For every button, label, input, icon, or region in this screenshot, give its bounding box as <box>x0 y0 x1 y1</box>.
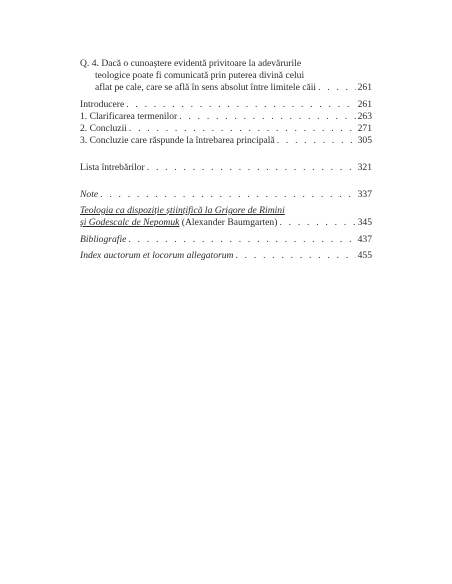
leader-dots <box>147 162 356 174</box>
toc-q4-line2: teologice poate fi comunicată prin puterea divină celui <box>95 70 305 81</box>
toc-entry-note[interactable] <box>80 189 372 201</box>
toc-page-number: 345 <box>357 217 372 228</box>
leader-dots <box>128 234 355 246</box>
toc-page-number: 437 <box>357 234 372 245</box>
toc-entry-label: Lista întrebărilor <box>80 162 145 173</box>
toc-entry-label-wrap <box>80 217 277 229</box>
leader-dots <box>126 99 355 111</box>
leader-dots <box>179 111 355 123</box>
leader-dots <box>279 217 355 229</box>
toc-entry-lista[interactable] <box>80 162 372 174</box>
toc-entry-label: 2. Concluzii <box>80 123 127 134</box>
toc-entry-q4[interactable] <box>95 82 372 94</box>
toc-teologia-author: (Alexander Baumgarten) <box>181 217 278 228</box>
toc-entry-label: 1. Clarificarea termenilor <box>80 111 178 122</box>
toc-entry-concluzie[interactable] <box>80 135 372 147</box>
leader-dots <box>318 82 356 94</box>
leader-dots <box>100 189 355 201</box>
toc-teologia-line1: Teologia ca dispoziție științifică la Grigore de Rimini <box>80 205 285 216</box>
toc-page-number: 305 <box>357 135 372 146</box>
toc-q4-line1: Q. 4. Dacă o cunoaștere evidentă privitoare la adevărurile <box>80 58 302 69</box>
toc-page-number: 321 <box>357 162 372 173</box>
leader-dots <box>129 123 356 135</box>
toc-page-number: 261 <box>357 99 372 110</box>
toc-page-number: 263 <box>357 111 372 122</box>
toc-entry-label: 3. Concluzie care răspunde la întrebarea principală <box>80 135 275 146</box>
toc-page-number: 261 <box>357 82 372 93</box>
toc-entry-index[interactable] <box>80 250 372 262</box>
toc-entry-label: Bibliografie <box>80 234 127 245</box>
leader-dots <box>277 135 356 147</box>
toc-page-number: 455 <box>357 250 372 261</box>
toc-entry-label: Index auctorum et locorum allegatorum <box>80 250 234 261</box>
toc-entry-teologia[interactable] <box>80 217 372 229</box>
toc-entry-label: aflat pe cale, care se află în sens absolut între limitele căii <box>95 82 317 93</box>
toc-entry-bibliografie[interactable] <box>80 234 372 246</box>
toc-entry-introducere[interactable] <box>80 99 372 111</box>
leader-dots <box>235 250 355 262</box>
toc-entry-clarificarea[interactable] <box>80 111 372 123</box>
toc-page-number: 271 <box>357 123 372 134</box>
toc-teologia-line2-italic: și Godescalc de Nepomuk <box>80 217 180 228</box>
toc-entry-label: Introducere <box>80 99 125 110</box>
toc-entry-concluzii[interactable] <box>80 123 372 135</box>
toc-entry-label: Note <box>80 189 99 200</box>
toc-page-number: 337 <box>357 189 372 200</box>
